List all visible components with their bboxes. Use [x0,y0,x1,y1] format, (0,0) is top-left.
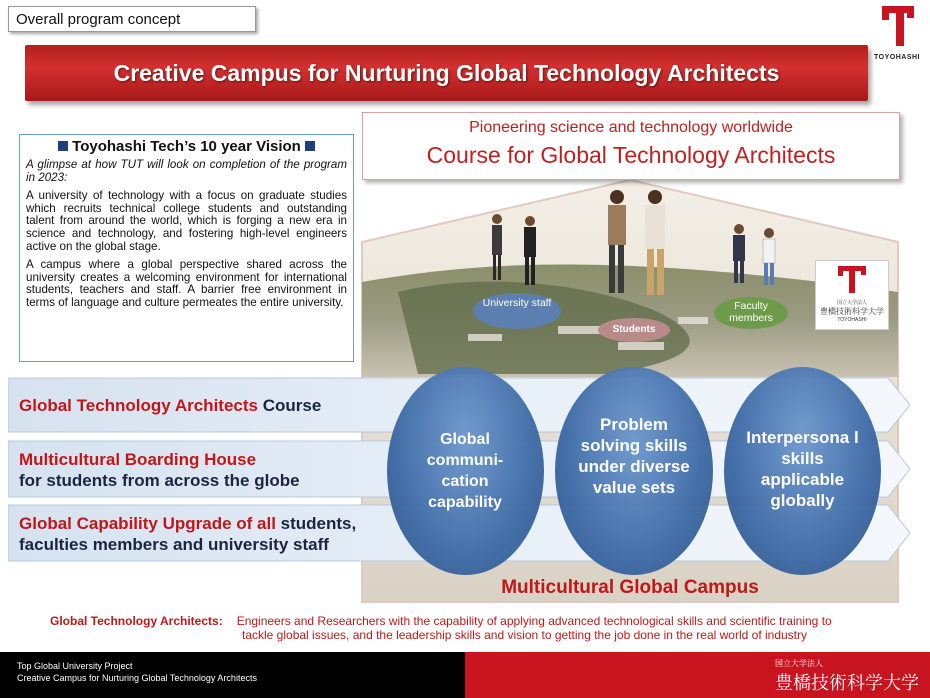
oval-interpersonal-skills [724,367,881,575]
oval-problem-solving [555,367,713,575]
footer-jp-name: 豊橋技術科学大学 [775,673,919,693]
course-box [362,112,900,180]
bubble-university-staff: University staff [473,293,561,329]
vision-title-text: Toyohashi Tech’s 10 year Vision [72,138,301,155]
definition-line-1: Engineers and Researchers with the capability of applying advanced technological skills and scientific training to [236,614,832,628]
multicultural-campus-label: Multicultural Global Campus [501,577,759,598]
arrow-3-dark: students, [275,514,357,533]
arrow-3-line2: faculties members and university staff [19,535,329,554]
footer-left [0,652,465,698]
faculty-figure-1 [733,224,745,283]
arrow-1-dark: Course [257,396,322,415]
footer-project: Top Global University Project [17,661,133,671]
footer-title: Creative Campus for Nurturing Global Technology Architects [17,673,257,683]
bubble-faculty-members: Faculty members [714,297,788,329]
footer [0,652,930,698]
arrow-2-line2: for students from across the globe [19,471,300,490]
logo-caption: TOYOHASHI [874,54,920,61]
oval-1-text: Global communi-cation capability [426,431,504,511]
oval-3-text: Interpersona l skills applicable globally [746,428,859,510]
student-figure-1 [608,190,626,293]
staff-figure-1 [492,214,502,280]
university-logo [872,4,922,60]
vision-title [26,138,347,155]
arrow-2-text [19,449,300,491]
square-bullet-icon [58,141,68,151]
definition-text [50,614,910,642]
main-banner: Creative Campus for Nurturing Global Technology Architects [25,45,868,101]
oval-global-communication [387,367,544,575]
vision-paragraph-2: A campus where a global perspective shared across the university creates a welcoming environment for international students, teachers and staff. A barrier free environment in terms of language and culture permeates the entire university. [26,258,347,309]
course-title: Course for Global Technology Architects [426,142,836,168]
campus-sign-name: 豊橋技術科学大学 [820,307,884,316]
arrow-3-red: Global Capability Upgrade of all [19,514,276,533]
bubble-students: Students [598,318,670,342]
vision-paragraph-1: A university of technology with a focus on graduate studies which recruits technical college students and outstanding talent from around the world, which is forging a new era in science and technology, and fostering high-level engineers active on the global stage. [26,189,347,253]
arrow-1-red: Global Technology Architects [19,396,258,415]
vision-box [19,134,354,362]
section-tag: Overall program concept [8,6,256,32]
tut-logo-icon [872,4,922,48]
campus-sign [815,260,889,330]
faculty-figure-2 [763,228,775,285]
vision-intro: A glimpse at how TUT will look on completion of the program in 2023: [26,158,347,184]
definition-term: Global Technology Architects: [50,614,223,628]
course-tagline: Pioneering science and technology worldwide [469,119,793,136]
arrow-2-red: Multicultural Boarding House [19,450,257,469]
tut-sign-icon [832,264,872,294]
arrow-1-text [19,395,321,416]
arrow-3-text [19,513,356,555]
campus-sign-top: 国立大学法人 [836,300,867,306]
footer-right [465,652,930,698]
student-figure-2 [645,190,665,295]
staff-figure-2 [524,216,536,285]
oval-2-text: Problem solving skills under diverse value sets [578,415,690,497]
square-bullet-icon [305,141,315,151]
campus-sign-en: TOYOHASHI [837,317,867,323]
definition-line-2: tackle global issues, and the leadership skills and vision to getting the job done in the real world of industry [242,628,808,642]
footer-jp-small: 国立大学法人 [775,659,823,668]
